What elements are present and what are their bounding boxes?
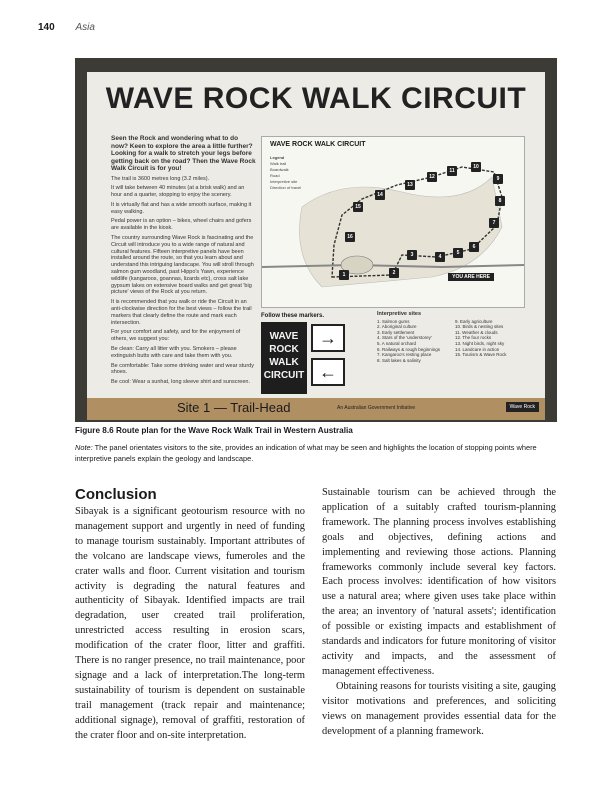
site-item: 11. Weather & clouds xyxy=(455,329,498,335)
left-column xyxy=(75,486,305,744)
site-item: 2. Aboriginal culture xyxy=(377,324,417,330)
site-item: 14. Landcare in action xyxy=(455,346,500,352)
sign-word: ROCK xyxy=(269,344,299,355)
map-marker: 10 xyxy=(471,162,481,172)
banner-gov-label: An Australian Government Initiative xyxy=(337,405,416,411)
figure-note xyxy=(75,442,555,464)
site-item: 9. Early agriculture xyxy=(455,318,493,324)
site-item: 6. Railways & rough beginnings xyxy=(377,346,441,352)
arrow-right-icon: → xyxy=(311,324,345,352)
site-item: 7. Kangaroo's resting place xyxy=(377,352,432,358)
map-marker: 1 xyxy=(339,270,349,280)
note-text: The panel orientates visitors to the site, provides an indication of what may be seen and highlights the location of stopping points where interpretive panels explain the geology and landscape. xyxy=(75,443,537,463)
arrow-left-icon: ← xyxy=(311,358,345,386)
legend-item: Interpretive site xyxy=(270,179,298,184)
running-head: Asia xyxy=(75,22,95,33)
section-heading: Conclusion xyxy=(75,486,157,503)
site-item: 4. Stars of the 'understorey' xyxy=(377,335,432,341)
note-label: Note: xyxy=(75,443,93,452)
map-marker: 7 xyxy=(489,218,499,228)
site-item: 3. Early settlement xyxy=(377,329,415,335)
map-marker: 5 xyxy=(453,248,463,258)
road-line xyxy=(262,265,524,267)
board-left-text xyxy=(111,135,256,389)
sites-col-b xyxy=(455,319,527,364)
legend-item: Road xyxy=(270,173,280,178)
legend-item: Walk trail xyxy=(270,161,287,166)
board-intro: Seen the Rock and wondering what to do now? Keen to explore the area a little further? Looking for a walk to stretch your legs before getting back on the road? Then the Wave Rock Walk Circuit is for you! xyxy=(111,135,256,172)
trail-board xyxy=(87,72,545,420)
right-column xyxy=(322,486,556,739)
banner-logo: Wave Rock xyxy=(506,402,539,412)
map-marker: 12 xyxy=(427,172,437,182)
sign-word: WAVE xyxy=(269,331,299,342)
board-point: Pedal power is an option – bikes, wheel chairs and gofers are available in the kiosk. xyxy=(111,218,252,232)
sites-col-a xyxy=(377,319,449,364)
site-item: 10. Birds & nesting sites xyxy=(455,324,504,330)
direction-arrows xyxy=(311,324,347,390)
board-point: It is virtually flat and has a wide smooth surface, making it easy walking. xyxy=(111,201,252,215)
board-point: For your comfort and safety, and for the enjoyment of others, we suggest you: xyxy=(111,329,241,343)
map-marker: 13 xyxy=(405,180,415,190)
sign-word: CIRCUIT xyxy=(263,370,305,381)
map-drawing xyxy=(262,137,524,307)
body-paragraph: Sustainable tourism can be achieved through the application of a suitably crafted tourism-planning framework. The planning process involves establishing goals and objectives, defining actions and implementing and reviewing those actions. Planning frameworks commonly include several key factors. Each process involves: identification of how visitors use a natural area; where given uses take place within the area; an inventory of 'natural assets'; identification of possible or existing impacts and establishment of standards and indicators for future monitoring of visitor activity and impacts, and the assessment of management effectiveness. xyxy=(322,487,556,677)
map-terrain xyxy=(300,177,503,287)
legend-item: Direction of travel xyxy=(270,185,302,190)
board-point: Be cool: Wear a sunhat, long sleeve shirt and sunscreen. xyxy=(111,379,251,386)
body-paragraph: Obtaining reasons for tourists visiting a site, gauging visitor motivations and preferences, and soliciting views on management provides essential data for the development of a planning framework. xyxy=(322,680,556,737)
site-item: 8. Salt lakes & salinity xyxy=(377,357,421,363)
site-item: 1. Salmon gums xyxy=(377,318,410,324)
site-item: 13. Night birds, night sky xyxy=(455,340,505,346)
figure-photo xyxy=(75,58,557,422)
map-marker: 3 xyxy=(407,250,417,260)
map-marker: 14 xyxy=(375,190,385,200)
map-marker: 16 xyxy=(345,232,355,242)
map-marker: 8 xyxy=(495,196,505,206)
board-point: The country surrounding Wave Rock is fascinating and the Circuit will introduce you to a wide range of natural and cultural features. Fifteen interpretive panels have been installed around the route, so that you learn about and understand this intriguing landscape. You will stroll through salmon gum woodland, past Hippo's Yawn, experience wildlife (kangaroos, goannas, lizards etc), cross salt lake gypsum lakes on extensive board walks and get great 'big picture' views of the Rock at you return. xyxy=(111,235,254,296)
board-point: The trail is 3600 metres long (3.2 miles). xyxy=(111,175,210,182)
page-number: 140 xyxy=(38,22,55,33)
body-paragraph: Sibayak is a significant geotourism resource with no management support and urgently in need of funding to manage tourism sustainably. Important attributes of the volcano are landscape views, fumeroles and the crater walls and floor. Current visitation and tourism activity is degrading the natural features and authenticity of Sibayak. Identified impacts are trail degradation, user created trail proliferation, unrestricted access resulting in erosion scars, modification of the crater floor, litter and graffiti. There is no ranger presence, no trail maintenance, poor signage and a lack of interpretation.The long-term sustainability of tourism is dependent on sustainable trail management (track repair and maintenance; additional signage), removal of graffiti, restoration of the crater floor and on-site interpretation. xyxy=(75,506,305,741)
interpretive-sites xyxy=(377,312,527,363)
board-point: Be comfortable: Take some drinking water and wear sturdy shoes. xyxy=(111,362,254,376)
map-marker: 6 xyxy=(469,242,479,252)
site-item: 12. The four rocks xyxy=(455,335,492,341)
map-marker: 2 xyxy=(389,268,399,278)
board-banner xyxy=(87,398,545,420)
map-marker: 11 xyxy=(447,166,457,176)
banner-site-label: Site 1 — Trail-Head xyxy=(177,400,291,415)
site-item: 5. A natural orchard xyxy=(377,340,417,346)
map-marker: 4 xyxy=(435,252,445,262)
board-point: It is recommended that you walk or ride the Circuit in an anti-clockwise direction for the best views – follow the trail markers that clearly define the route and mark each intersection. xyxy=(111,299,252,326)
legend-item: Boardwalk xyxy=(270,167,289,172)
board-title: WAVE ROCK WALK CIRCUIT xyxy=(105,82,527,115)
site-item: 15. Tourism & Wave Rock xyxy=(455,352,507,358)
running-header xyxy=(38,22,95,33)
figure-caption: Figure 8.6 Route plan for the Wave Rock Walk Trail in Western Australia xyxy=(75,426,353,435)
interpretive-title: Interpretive sites xyxy=(377,311,422,317)
you-are-here-label: YOU ARE HERE xyxy=(448,273,494,281)
follow-label: Follow these markers. xyxy=(261,313,325,319)
map-legend xyxy=(270,155,301,191)
legend-title: Legend xyxy=(270,155,285,160)
trail-map xyxy=(261,136,525,308)
sign-word: WALK xyxy=(269,357,299,368)
map-marker: 9 xyxy=(493,174,503,184)
board-point: It will take between 40 minutes (at a brisk walk) and an hour and a quarter, stopping to enjoy the scenery. xyxy=(111,185,245,199)
board-point: Be clean: Carry all litter with you. Smokers – please extinguish butts with care and take them with you. xyxy=(111,346,237,359)
trail-marker-sign xyxy=(261,322,307,394)
map-marker: 15 xyxy=(353,202,363,212)
map-title: WAVE ROCK WALK CIRCUIT xyxy=(270,141,366,148)
